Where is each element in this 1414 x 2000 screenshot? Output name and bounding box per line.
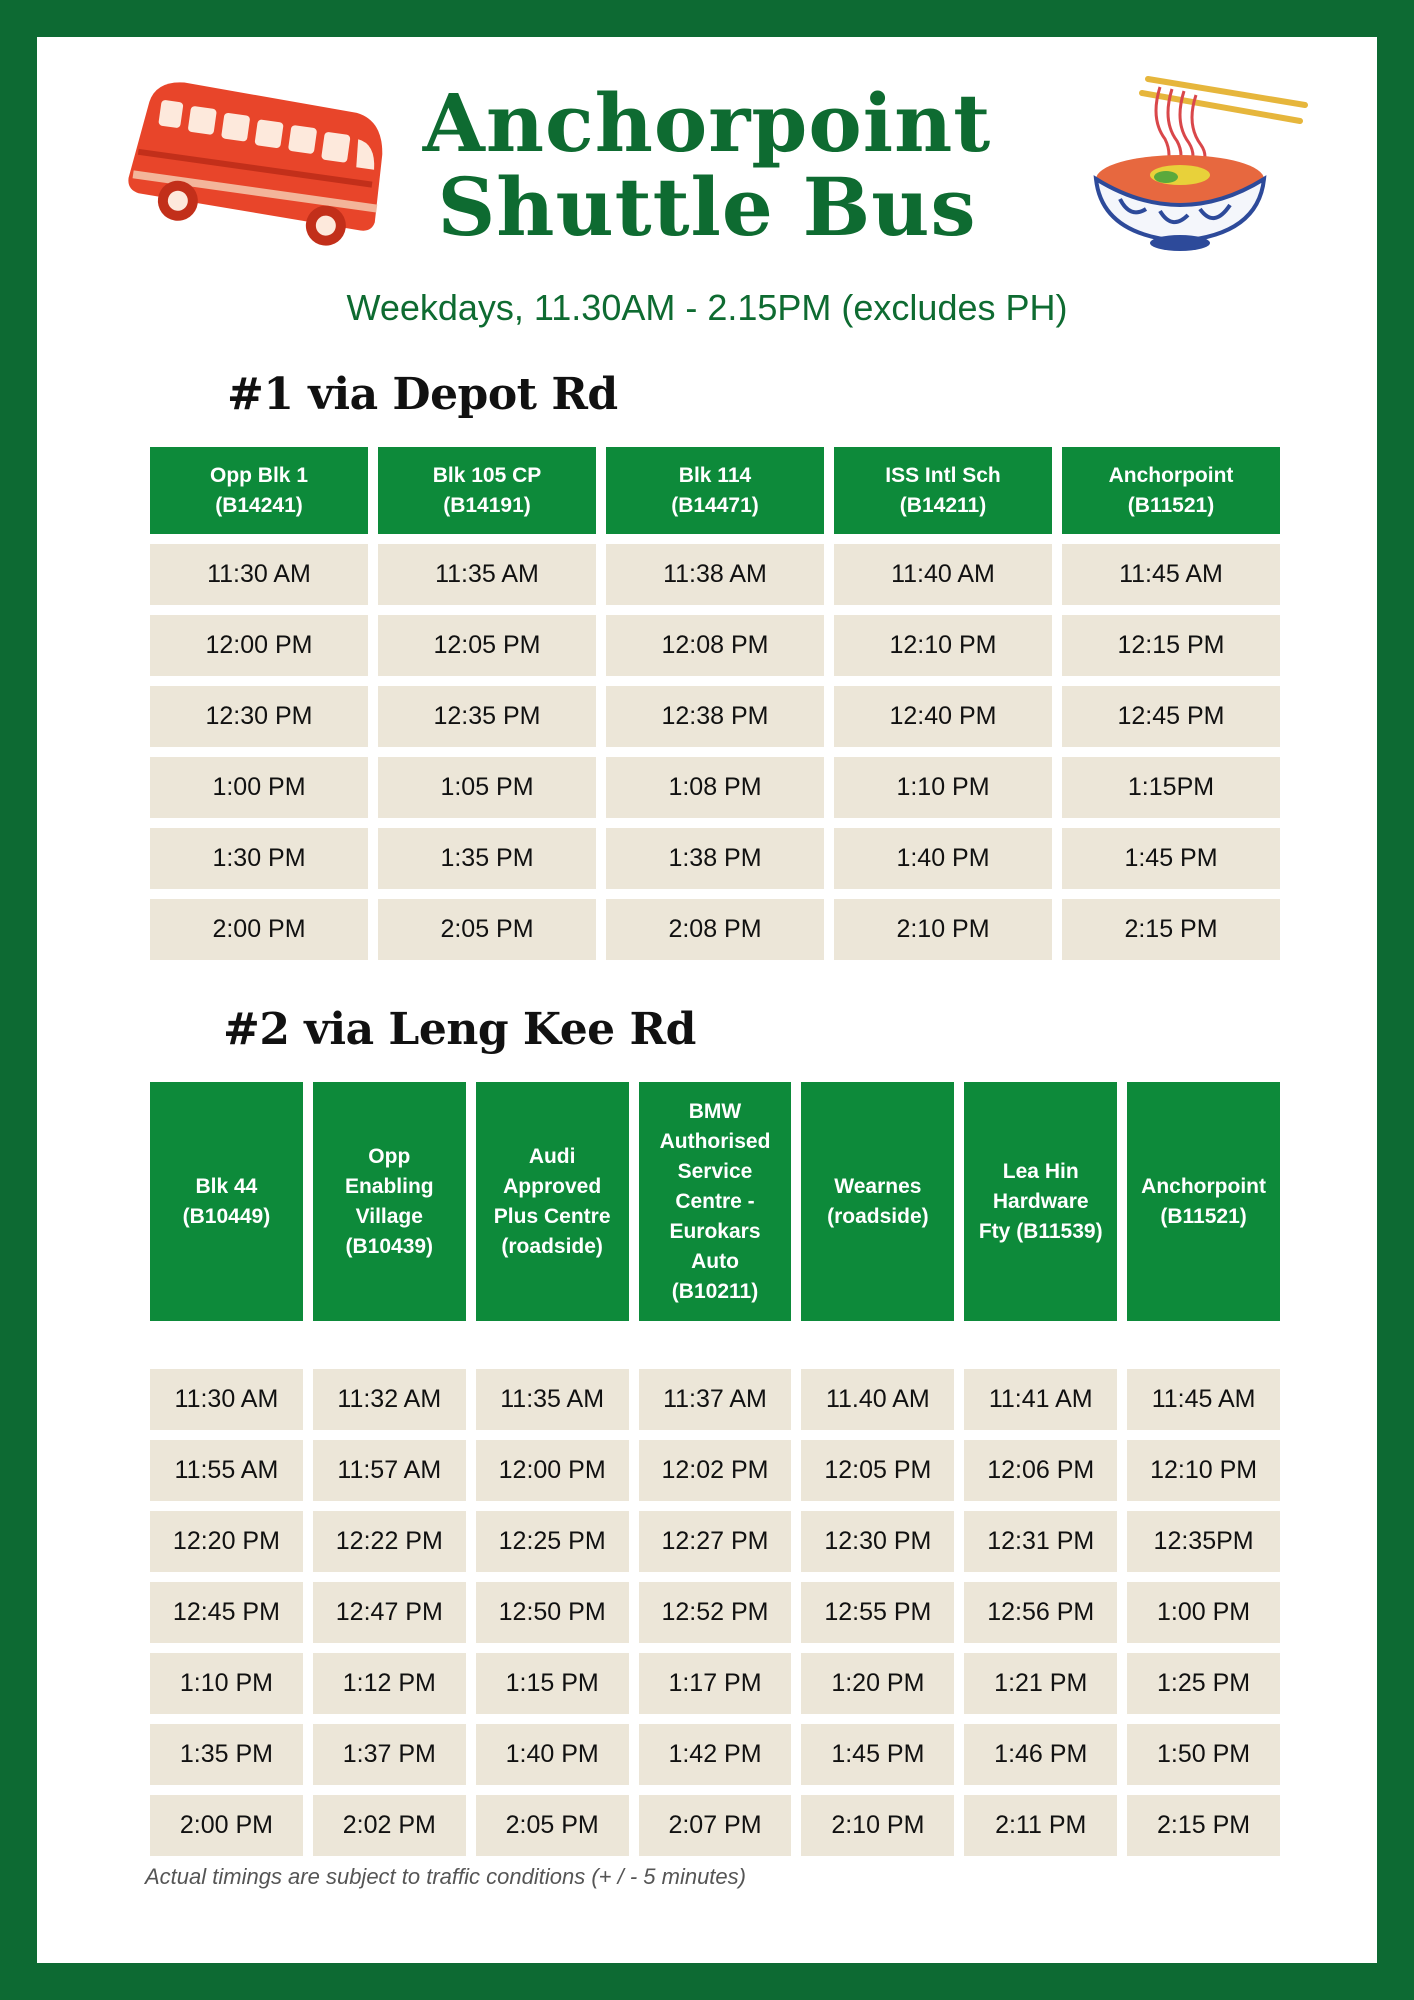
table-row <box>150 544 1280 605</box>
route-1-timetable <box>150 447 1280 999</box>
stop-header: Audi Approved Plus Centre (roadside) <box>476 1082 629 1321</box>
time-cell: 12:55 PM <box>801 1582 954 1643</box>
table-row <box>150 899 1280 960</box>
time-cell: 11:55 AM <box>150 1440 303 1501</box>
time-cell: 2:07 PM <box>639 1795 792 1856</box>
time-cell: 12:10 PM <box>1127 1440 1280 1501</box>
time-cell: 12:00 PM <box>150 615 368 676</box>
time-cell: 12:30 PM <box>801 1511 954 1572</box>
time-cell: 12:52 PM <box>639 1582 792 1643</box>
time-cell: 1:15PM <box>1062 757 1280 818</box>
time-cell: 12:05 PM <box>801 1440 954 1501</box>
table-row <box>150 615 1280 676</box>
schedule-page <box>37 37 1377 1963</box>
time-cell: 1:45 PM <box>801 1724 954 1785</box>
time-cell: 11:30 AM <box>150 1369 303 1430</box>
stop-header: Blk 114 (B14471) <box>606 447 824 534</box>
route-1-heading: #1 via Depot Rd <box>227 369 618 420</box>
time-cell: 12:15 PM <box>1062 615 1280 676</box>
time-cell: 1:17 PM <box>639 1653 792 1714</box>
time-cell: 11:41 AM <box>964 1369 1117 1430</box>
time-cell: 2:15 PM <box>1127 1795 1280 1856</box>
time-cell: 1:10 PM <box>834 757 1052 818</box>
time-cell: 1:35 PM <box>150 1724 303 1785</box>
time-cell: 2:11 PM <box>964 1795 1117 1856</box>
time-cell: 12:25 PM <box>476 1511 629 1572</box>
stop-header: Wearnes (roadside) <box>801 1082 954 1321</box>
time-cell: 1:45 PM <box>1062 828 1280 889</box>
time-cell: 1:08 PM <box>606 757 824 818</box>
stop-header: Lea Hin Hardware Fty (B11539) <box>964 1082 1117 1321</box>
time-cell: 11:57 AM <box>313 1440 466 1501</box>
time-cell: 1:30 PM <box>150 828 368 889</box>
table-row <box>150 1653 1280 1714</box>
time-cell: 2:00 PM <box>150 1795 303 1856</box>
time-cell: 2:10 PM <box>834 899 1052 960</box>
time-cell: 12:31 PM <box>964 1511 1117 1572</box>
time-cell: 11:35 AM <box>476 1369 629 1430</box>
stop-header: Opp Enabling Village (B10439) <box>313 1082 466 1321</box>
title-line-2: Shuttle Bus <box>437 160 977 254</box>
stop-header: ISS Intl Sch (B14211) <box>834 447 1052 534</box>
time-cell: 12:56 PM <box>964 1582 1117 1643</box>
stop-header: Opp Blk 1 (B14241) <box>150 447 368 534</box>
table-row <box>150 686 1280 747</box>
time-cell: 1:10 PM <box>150 1653 303 1714</box>
time-cell: 11:37 AM <box>639 1369 792 1430</box>
time-cell: 1:12 PM <box>313 1653 466 1714</box>
time-cell: 2:08 PM <box>606 899 824 960</box>
time-cell: 1:05 PM <box>378 757 596 818</box>
time-cell: 12:50 PM <box>476 1582 629 1643</box>
time-cell: 12:05 PM <box>378 615 596 676</box>
time-cell: 11:40 AM <box>834 544 1052 605</box>
time-cell: 1:40 PM <box>834 828 1052 889</box>
time-cell: 2:15 PM <box>1062 899 1280 960</box>
time-cell: 12:40 PM <box>834 686 1052 747</box>
table-row <box>150 757 1280 818</box>
time-cell: 1:00 PM <box>1127 1582 1280 1643</box>
time-cell: 1:15 PM <box>476 1653 629 1714</box>
time-cell: 12:45 PM <box>150 1582 303 1643</box>
table-row <box>150 1369 1280 1430</box>
time-cell: 1:20 PM <box>801 1653 954 1714</box>
time-cell: 12:06 PM <box>964 1440 1117 1501</box>
time-cell: 1:35 PM <box>378 828 596 889</box>
table-row <box>150 1511 1280 1572</box>
table-row <box>150 1795 1280 1856</box>
time-cell: 1:40 PM <box>476 1724 629 1785</box>
time-cell: 1:42 PM <box>639 1724 792 1785</box>
time-cell: 12:02 PM <box>639 1440 792 1501</box>
title-line-1: Anchorpoint <box>422 76 992 170</box>
time-cell: 1:38 PM <box>606 828 824 889</box>
time-cell: 12:27 PM <box>639 1511 792 1572</box>
table-row <box>150 1724 1280 1785</box>
timing-disclaimer: Actual timings are subject to traffic conditions (+ / - 5 minutes) <box>145 1864 746 1889</box>
time-cell: 12:47 PM <box>313 1582 466 1643</box>
time-cell: 11:35 AM <box>378 544 596 605</box>
header-row <box>150 1082 1280 1321</box>
route-2-timetable <box>150 1082 1280 1858</box>
time-cell: 11.40 AM <box>801 1369 954 1430</box>
time-cell: 11:45 AM <box>1062 544 1280 605</box>
time-cell: 11:30 AM <box>150 544 368 605</box>
time-cell: 12:45 PM <box>1062 686 1280 747</box>
time-cell: 11:32 AM <box>313 1369 466 1430</box>
service-hours-subtitle: Weekdays, 11.30AM - 2.15PM (excludes PH) <box>346 287 1068 328</box>
time-cell: 12:35 PM <box>378 686 596 747</box>
time-cell: 12:35PM <box>1127 1511 1280 1572</box>
header-row <box>150 447 1280 534</box>
table-row <box>150 1440 1280 1501</box>
time-cell: 2:10 PM <box>801 1795 954 1856</box>
time-cell: 12:00 PM <box>476 1440 629 1501</box>
stop-header: Anchorpoint (B11521) <box>1062 447 1280 534</box>
time-cell: 12:20 PM <box>150 1511 303 1572</box>
time-cell: 12:08 PM <box>606 615 824 676</box>
time-cell: 2:00 PM <box>150 899 368 960</box>
time-cell: 12:10 PM <box>834 615 1052 676</box>
time-cell: 1:25 PM <box>1127 1653 1280 1714</box>
table-row <box>150 828 1280 889</box>
stop-header: BMW Authorised Service Centre - Eurokars Auto (B10211) <box>639 1082 792 1321</box>
time-cell: 1:00 PM <box>150 757 368 818</box>
stop-header: Anchorpoint (B11521) <box>1127 1082 1280 1321</box>
time-cell: 1:37 PM <box>313 1724 466 1785</box>
time-cell: 1:50 PM <box>1127 1724 1280 1785</box>
time-cell: 1:21 PM <box>964 1653 1117 1714</box>
route-2-heading: #2 via Leng Kee Rd <box>223 1004 696 1055</box>
time-cell: 2:02 PM <box>313 1795 466 1856</box>
time-cell: 12:30 PM <box>150 686 368 747</box>
time-cell: 12:22 PM <box>313 1511 466 1572</box>
time-cell: 2:05 PM <box>476 1795 629 1856</box>
time-cell: 12:38 PM <box>606 686 824 747</box>
stop-header: Blk 105 CP (B14191) <box>378 447 596 534</box>
table-row <box>150 1582 1280 1643</box>
time-cell: 11:38 AM <box>606 544 824 605</box>
time-cell: 11:45 AM <box>1127 1369 1280 1430</box>
time-cell: 2:05 PM <box>378 899 596 960</box>
stop-header: Blk 44 (B10449) <box>150 1082 303 1321</box>
time-cell: 1:46 PM <box>964 1724 1117 1785</box>
